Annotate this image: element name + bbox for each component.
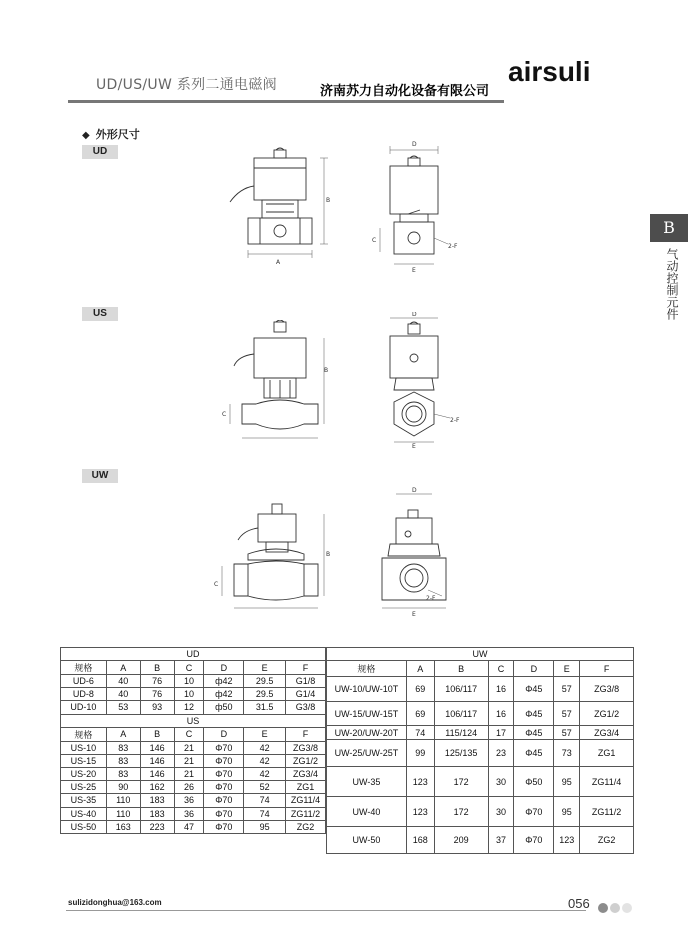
table-cell: 110 bbox=[106, 794, 140, 807]
table-cell: 76 bbox=[140, 688, 174, 701]
table-cell: 29.5 bbox=[244, 688, 286, 701]
table-cell: 29.5 bbox=[244, 675, 286, 688]
table-cell: Φ70 bbox=[204, 767, 244, 780]
table-cell: 74 bbox=[244, 794, 286, 807]
table-cell: 52 bbox=[244, 781, 286, 794]
us-header-cell: D bbox=[204, 727, 244, 741]
us-header-cell: 规格 bbox=[61, 727, 107, 741]
table-cell: ZG3/8 bbox=[286, 741, 326, 754]
table-cell: 76 bbox=[140, 675, 174, 688]
table-row bbox=[327, 702, 634, 726]
table-row bbox=[61, 675, 326, 688]
table-cell: Φ70 bbox=[204, 754, 244, 767]
us-side-view-drawing bbox=[368, 312, 464, 448]
us-header-cell: A bbox=[106, 727, 140, 741]
ud-table-title: UD bbox=[61, 648, 326, 661]
table-cell: 209 bbox=[434, 827, 488, 854]
table-cell: ZG1/2 bbox=[286, 754, 326, 767]
table-cell: UW-25/UW-25T bbox=[327, 740, 407, 767]
table-cell: 42 bbox=[244, 754, 286, 767]
table-cell: Φ45 bbox=[514, 702, 554, 726]
uw-header-cell: F bbox=[580, 661, 634, 677]
category-tab-label: 气动控制元件 bbox=[665, 248, 679, 320]
table-cell: 106/117 bbox=[434, 702, 488, 726]
table-row bbox=[61, 741, 326, 754]
table-cell: 172 bbox=[434, 767, 488, 797]
brand-logo: airsuli bbox=[508, 56, 591, 87]
table-row bbox=[61, 767, 326, 780]
uw-header-cell: C bbox=[488, 661, 514, 677]
us-label-b: B bbox=[324, 367, 329, 374]
model-tag-uw: UW bbox=[82, 469, 118, 483]
uw-side-view-drawing bbox=[368, 486, 464, 618]
table-cell: ZG1 bbox=[580, 740, 634, 767]
table-cell: 57 bbox=[554, 726, 580, 740]
table-cell: UD-8 bbox=[61, 688, 107, 701]
uw-spec-table bbox=[326, 647, 634, 854]
us-header-row bbox=[61, 727, 326, 741]
table-cell: 223 bbox=[140, 820, 174, 833]
category-tab-letter: B bbox=[650, 214, 688, 242]
table-cell: 95 bbox=[244, 820, 286, 833]
table-cell: US-15 bbox=[61, 754, 107, 767]
uw-header-cell: A bbox=[406, 661, 434, 677]
table-cell: ф42 bbox=[204, 675, 244, 688]
table-cell: US-10 bbox=[61, 741, 107, 754]
table-cell: G1/4 bbox=[286, 688, 326, 701]
us-label-d: D bbox=[412, 312, 417, 318]
table-cell: 162 bbox=[140, 781, 174, 794]
table-cell: Φ70 bbox=[514, 797, 554, 827]
table-cell: 106/117 bbox=[434, 677, 488, 702]
table-cell: Φ45 bbox=[514, 740, 554, 767]
table-cell: 17 bbox=[488, 726, 514, 740]
ud-side-view-drawing bbox=[368, 140, 464, 276]
ud-label-d: D bbox=[412, 141, 417, 148]
table-cell: Φ70 bbox=[204, 794, 244, 807]
table-cell: ZG11/2 bbox=[286, 807, 326, 820]
table-cell: UW-35 bbox=[327, 767, 407, 797]
table-cell: Φ70 bbox=[204, 820, 244, 833]
ud-label-c: C bbox=[372, 237, 377, 244]
table-cell: 95 bbox=[554, 767, 580, 797]
ud-header-cell: 规格 bbox=[61, 661, 107, 675]
uw-label-c: C bbox=[214, 581, 219, 588]
table-cell: Φ45 bbox=[514, 726, 554, 740]
page-number: 056 bbox=[568, 896, 590, 911]
uw-label-b: B bbox=[326, 551, 331, 558]
ud-label-b: B bbox=[326, 197, 331, 204]
table-row bbox=[61, 794, 326, 807]
table-cell: 21 bbox=[174, 767, 204, 780]
table-row bbox=[61, 807, 326, 820]
table-cell: 10 bbox=[174, 675, 204, 688]
table-cell: Φ45 bbox=[514, 677, 554, 702]
table-cell: 110 bbox=[106, 807, 140, 820]
table-cell: 95 bbox=[554, 797, 580, 827]
table-cell: 42 bbox=[244, 767, 286, 780]
table-cell: 21 bbox=[174, 754, 204, 767]
table-cell: 172 bbox=[434, 797, 488, 827]
uw-header-cell: D bbox=[514, 661, 554, 677]
ud-header-cell: A bbox=[106, 661, 140, 675]
table-cell: 10 bbox=[174, 688, 204, 701]
uw-header-row bbox=[327, 661, 634, 677]
table-cell: 69 bbox=[406, 702, 434, 726]
dot-icon bbox=[598, 903, 608, 913]
table-cell: 37 bbox=[488, 827, 514, 854]
table-cell: UW-50 bbox=[327, 827, 407, 854]
uw-header-cell: E bbox=[554, 661, 580, 677]
uw-label-e: E bbox=[412, 611, 416, 618]
table-cell: 40 bbox=[106, 675, 140, 688]
table-cell: 73 bbox=[554, 740, 580, 767]
table-cell: 57 bbox=[554, 702, 580, 726]
table-cell: 74 bbox=[244, 807, 286, 820]
table-cell: ф50 bbox=[204, 701, 244, 714]
ud-label-e: E bbox=[412, 267, 416, 274]
table-cell: 115/124 bbox=[434, 726, 488, 740]
us-table-title: US bbox=[61, 714, 326, 727]
us-header-cell: B bbox=[140, 727, 174, 741]
table-row bbox=[327, 767, 634, 797]
table-cell: UW-40 bbox=[327, 797, 407, 827]
section-heading bbox=[82, 126, 140, 142]
table-cell: ZG11/4 bbox=[580, 767, 634, 797]
table-cell: 57 bbox=[554, 677, 580, 702]
ud-header-row bbox=[61, 661, 326, 675]
table-cell: Φ70 bbox=[204, 807, 244, 820]
uw-header-cell: B bbox=[434, 661, 488, 677]
table-cell: Φ70 bbox=[514, 827, 554, 854]
table-cell: ZG3/4 bbox=[580, 726, 634, 740]
table-cell: 31.5 bbox=[244, 701, 286, 714]
ud-header-cell: F bbox=[286, 661, 326, 675]
table-cell: 123 bbox=[406, 767, 434, 797]
table-cell: ZG1 bbox=[286, 781, 326, 794]
table-row bbox=[61, 820, 326, 833]
table-row bbox=[61, 701, 326, 714]
table-cell: UW-10/UW-10T bbox=[327, 677, 407, 702]
table-cell: US-50 bbox=[61, 820, 107, 833]
us-header-cell: E bbox=[244, 727, 286, 741]
table-cell: 93 bbox=[140, 701, 174, 714]
table-cell: 146 bbox=[140, 767, 174, 780]
ud-header-cell: B bbox=[140, 661, 174, 675]
table-cell: 16 bbox=[488, 677, 514, 702]
table-row bbox=[61, 754, 326, 767]
table-cell: UW-20/UW-20T bbox=[327, 726, 407, 740]
table-cell: 42 bbox=[244, 741, 286, 754]
table-row bbox=[327, 740, 634, 767]
table-cell: 83 bbox=[106, 741, 140, 754]
us-front-view-drawing bbox=[220, 320, 340, 448]
us-label-e: E bbox=[412, 443, 416, 448]
table-cell: 90 bbox=[106, 781, 140, 794]
model-tag-us: US bbox=[82, 307, 118, 321]
header-divider bbox=[68, 100, 504, 103]
dot-icon bbox=[622, 903, 632, 913]
ud-front-view-drawing bbox=[220, 146, 340, 274]
diamond-bullet-icon: ◆ bbox=[82, 130, 90, 141]
table-cell: 146 bbox=[140, 754, 174, 767]
table-cell: 69 bbox=[406, 677, 434, 702]
table-cell: ZG3/8 bbox=[580, 677, 634, 702]
section-title: 外形尺寸 bbox=[95, 128, 140, 141]
table-cell: G1/8 bbox=[286, 675, 326, 688]
table-cell: 16 bbox=[488, 702, 514, 726]
table-cell: 53 bbox=[106, 701, 140, 714]
uw-header-cell: 规格 bbox=[327, 661, 407, 677]
table-cell: Φ70 bbox=[204, 741, 244, 754]
table-cell: 183 bbox=[140, 807, 174, 820]
table-cell: ZG2 bbox=[580, 827, 634, 854]
table-cell: 12 bbox=[174, 701, 204, 714]
table-cell: 83 bbox=[106, 767, 140, 780]
us-label-f: 2-F bbox=[450, 417, 460, 424]
uw-label-d: D bbox=[412, 487, 417, 494]
uw-table-title: UW bbox=[327, 648, 634, 661]
table-cell: 163 bbox=[106, 820, 140, 833]
table-row bbox=[327, 827, 634, 854]
table-cell: 30 bbox=[488, 797, 514, 827]
table-cell: 183 bbox=[140, 794, 174, 807]
table-cell: UW-15/UW-15T bbox=[327, 702, 407, 726]
dot-icon bbox=[610, 903, 620, 913]
table-cell: 26 bbox=[174, 781, 204, 794]
page-dots bbox=[598, 898, 634, 917]
table-cell: US-25 bbox=[61, 781, 107, 794]
uw-label-f: 2-F bbox=[426, 595, 436, 602]
table-cell: 21 bbox=[174, 741, 204, 754]
table-cell: 168 bbox=[406, 827, 434, 854]
ud-label-f: 2-F bbox=[448, 243, 458, 250]
table-cell: G3/8 bbox=[286, 701, 326, 714]
table-cell: 125/135 bbox=[434, 740, 488, 767]
ud-label-a: A bbox=[276, 259, 281, 266]
table-cell: 36 bbox=[174, 794, 204, 807]
table-cell: 146 bbox=[140, 741, 174, 754]
table-cell: 83 bbox=[106, 754, 140, 767]
table-row bbox=[327, 677, 634, 702]
table-cell: US-35 bbox=[61, 794, 107, 807]
table-cell: US-20 bbox=[61, 767, 107, 780]
table-cell: 36 bbox=[174, 807, 204, 820]
table-cell: 74 bbox=[406, 726, 434, 740]
table-cell: ZG2 bbox=[286, 820, 326, 833]
us-label-c: C bbox=[222, 411, 227, 418]
table-cell: 99 bbox=[406, 740, 434, 767]
footer-divider bbox=[66, 910, 586, 911]
table-cell: ZG3/4 bbox=[286, 767, 326, 780]
table-row bbox=[61, 688, 326, 701]
table-cell: UD-10 bbox=[61, 701, 107, 714]
table-cell: ф42 bbox=[204, 688, 244, 701]
series-title: UD/US/UW 系列二通电磁阀 bbox=[96, 77, 277, 93]
uw-front-view-drawing bbox=[208, 500, 340, 620]
table-cell: ZG1/2 bbox=[580, 702, 634, 726]
table-cell: 123 bbox=[406, 797, 434, 827]
table-cell: UD-6 bbox=[61, 675, 107, 688]
table-cell: ZG11/4 bbox=[286, 794, 326, 807]
company-name: 济南苏力自动化设备有限公司 bbox=[320, 84, 490, 99]
us-header-cell: F bbox=[286, 727, 326, 741]
table-cell: 23 bbox=[488, 740, 514, 767]
table-cell: 40 bbox=[106, 688, 140, 701]
table-cell: Φ50 bbox=[514, 767, 554, 797]
table-cell: 30 bbox=[488, 767, 514, 797]
ud-header-cell: E bbox=[244, 661, 286, 675]
table-cell: 123 bbox=[554, 827, 580, 854]
table-row bbox=[61, 781, 326, 794]
table-cell: ZG11/2 bbox=[580, 797, 634, 827]
ud-header-cell: D bbox=[204, 661, 244, 675]
ud-header-cell: C bbox=[174, 661, 204, 675]
contact-email: sulizidonghua@163.com bbox=[68, 898, 162, 907]
table-row bbox=[327, 726, 634, 740]
table-row bbox=[327, 797, 634, 827]
us-header-cell: C bbox=[174, 727, 204, 741]
table-cell: Φ70 bbox=[204, 781, 244, 794]
ud-us-spec-table bbox=[60, 647, 326, 834]
table-cell: US-40 bbox=[61, 807, 107, 820]
table-cell: 47 bbox=[174, 820, 204, 833]
model-tag-ud: UD bbox=[82, 145, 118, 159]
